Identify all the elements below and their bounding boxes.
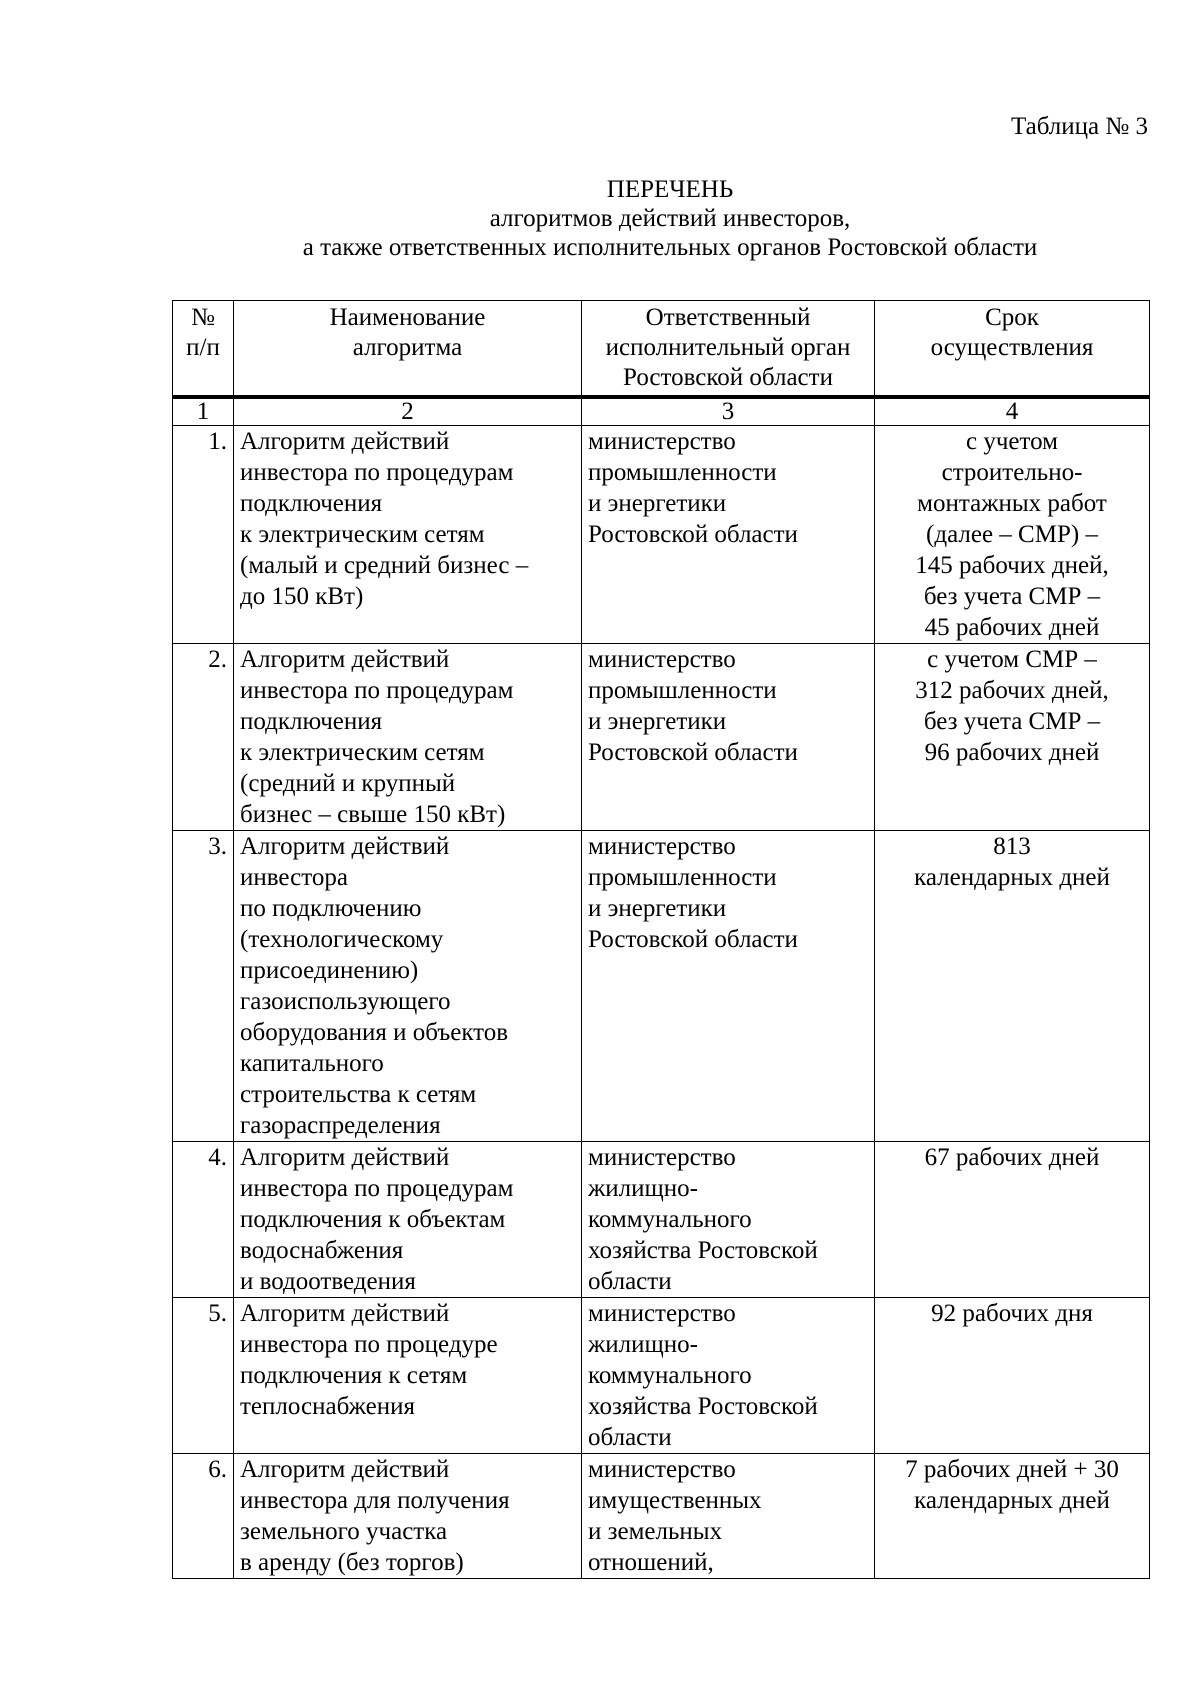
column-number: 3	[582, 397, 875, 426]
responsible-organ-cell: министерство жилищно- коммунального хозяйства Ростовской области	[582, 1142, 875, 1298]
header-number: № п/п	[173, 301, 234, 398]
algorithms-table	[172, 300, 1150, 1579]
term-cell: с учетом строительно- монтажных работ (далее – СМР) – 145 рабочих дней, без учета СМР – 45 рабочих дней	[875, 426, 1150, 644]
table-row	[173, 831, 1150, 1142]
table-header-row	[173, 301, 1150, 398]
algorithm-name-cell: Алгоритм действий инвестора по подключению (технологическому присоединению) газоиспользующего оборудования и объектов капитального строительства к сетям газораспределения	[234, 831, 582, 1142]
responsible-organ-cell: министерство имущественных и земельных отношений,	[582, 1454, 875, 1579]
table-row	[173, 1454, 1150, 1579]
table-row	[173, 426, 1150, 644]
term-cell: 67 рабочих дней	[875, 1142, 1150, 1298]
table-number-label: Таблица № 3	[1010, 113, 1148, 140]
algorithm-name-cell: Алгоритм действий инвестора по процедурам подключения к электрическим сетям (средний и крупный бизнес – свыше 150 кВт)	[234, 644, 582, 831]
row-number-cell: 2.	[173, 644, 234, 831]
row-number-cell: 1.	[173, 426, 234, 644]
responsible-organ-cell: министерство промышленности и энергетики Ростовской области	[582, 831, 875, 1142]
heading-subtitle-line1: алгоритмов действий инвесторов,	[489, 205, 851, 232]
row-number-cell: 5.	[173, 1298, 234, 1454]
column-number-row	[173, 397, 1150, 426]
row-number-cell: 4.	[173, 1142, 234, 1298]
row-number-cell: 6.	[173, 1454, 234, 1579]
heading-title: ПЕРЕЧЕНЬ	[606, 176, 734, 203]
term-cell: 7 рабочих дней + 30 календарных дней	[875, 1454, 1150, 1579]
algorithm-name-cell: Алгоритм действий инвестора для получения земельного участка в аренду (без торгов)	[234, 1454, 582, 1579]
term-cell: 92 рабочих дня	[875, 1298, 1150, 1454]
term-cell: 813 календарных дней	[875, 831, 1150, 1142]
column-number: 2	[234, 397, 582, 426]
term-cell: с учетом СМР – 312 рабочих дней, без учета СМР – 96 рабочих дней	[875, 644, 1150, 831]
algorithm-name-cell: Алгоритм действий инвестора по процедурам подключения к объектам водоснабжения и водоотведения	[234, 1142, 582, 1298]
header-algorithm-name: Наименование алгоритма	[234, 301, 582, 398]
column-number: 4	[875, 397, 1150, 426]
table-row	[173, 1142, 1150, 1298]
column-number: 1	[173, 397, 234, 426]
algorithm-name-cell: Алгоритм действий инвестора по процедурам подключения к электрическим сетям (малый и средний бизнес – до 150 кВт)	[234, 426, 582, 644]
heading-subtitle-line2: а также ответственных исполнительных органов Ростовской области	[302, 234, 1038, 261]
responsible-organ-cell: министерство промышленности и энергетики Ростовской области	[582, 426, 875, 644]
table-row	[173, 644, 1150, 831]
responsible-organ-cell: министерство жилищно- коммунального хозяйства Ростовской области	[582, 1298, 875, 1454]
table-row	[173, 1298, 1150, 1454]
row-number-cell: 3.	[173, 831, 234, 1142]
header-responsible-organ: Ответственный исполнительный орган Ростовской области	[582, 301, 875, 398]
header-term: Срок осуществления	[875, 301, 1150, 398]
responsible-organ-cell: министерство промышленности и энергетики Ростовской области	[582, 644, 875, 831]
algorithm-name-cell: Алгоритм действий инвестора по процедуре подключения к сетям теплоснабжения	[234, 1298, 582, 1454]
document-heading	[170, 175, 1170, 262]
